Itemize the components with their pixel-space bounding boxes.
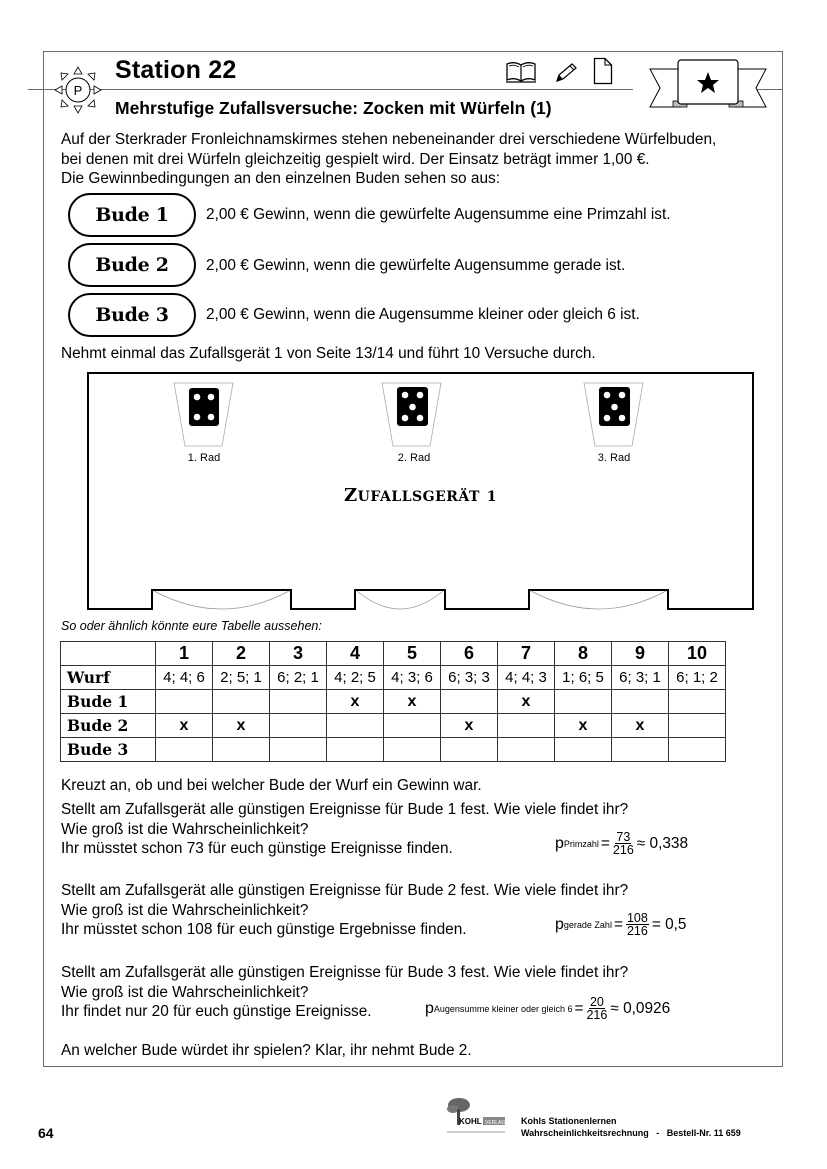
table-cell: [555, 738, 612, 762]
table-row-bude-3: [61, 738, 726, 762]
numerator: 20: [589, 995, 604, 1009]
denominator: 216: [586, 1008, 608, 1022]
table-cell: 6; 1; 2: [669, 666, 726, 690]
column-header: 4: [327, 642, 384, 666]
star-banner-icon: [648, 57, 768, 117]
row-header: Wurf: [61, 666, 156, 690]
column-header: 7: [498, 642, 555, 666]
table-cell: 4; 4; 3: [498, 666, 555, 690]
bude-2-label: Bude 2: [68, 243, 196, 287]
table-cell: [270, 714, 327, 738]
kohl-verlag-logo-icon: [445, 1097, 513, 1137]
footer-series: Kohls Stationenlernen: [521, 1116, 617, 1126]
bude-1-description: 2,00 € Gewinn, wenn die gewürfelte Augensumme eine Primzahl ist.: [206, 206, 671, 223]
table-cell: 2; 5; 1: [213, 666, 270, 690]
sun-badge-icon: [52, 64, 104, 116]
random-device: [87, 372, 754, 611]
column-header: 2: [213, 642, 270, 666]
device-title: [87, 485, 754, 506]
table-cell: 1; 6; 5: [555, 666, 612, 690]
table-header-row: [61, 642, 726, 666]
table-cell: [669, 714, 726, 738]
numerator: 108: [626, 911, 648, 925]
formula-result: 0,338: [649, 834, 689, 852]
table-cell: x: [156, 714, 213, 738]
conclusion-text: An welcher Bude würdet ihr spielen? Klar, ihr nehmt Bude 2.: [61, 1042, 472, 1059]
wheel-2-label: 2. Rad: [397, 452, 431, 464]
footer-order-number: Bestell-Nr. 11 659: [666, 1128, 741, 1138]
task-line: Wie groß ist die Wahrscheinlichkeit?: [61, 983, 309, 1001]
wheel-1-label: 1. Rad: [187, 452, 221, 464]
footer-info: [521, 1115, 741, 1139]
formula-subscript: Primzahl: [563, 838, 599, 849]
corner-cell: [61, 642, 156, 666]
formula-subscript: Augensumme kleiner oder gleich 6: [433, 1003, 573, 1014]
row-header: Bude 1: [61, 690, 156, 714]
mark-instruction: Kreuzt an, ob und bei welcher Bude der Wurf ein Gewinn war.: [61, 777, 482, 794]
row-header: Bude 2: [61, 714, 156, 738]
table-cell: [213, 690, 270, 714]
instruction-text: Nehmt einmal das Zufallsgerät 1 von Seite 13/14 und führt 10 Versuche durch.: [61, 345, 596, 362]
table-cell: [156, 738, 213, 762]
bude-3-description: 2,00 € Gewinn, wenn die Augensumme kleiner oder gleich 6 ist.: [206, 306, 640, 323]
fraction: [586, 996, 607, 1021]
task-line: Stellt am Zufallsgerät alle günstigen Ereignisse für Bude 3 fest. Wie viele findet ihr?: [61, 964, 629, 981]
column-header: 5: [384, 642, 441, 666]
table-cell: x: [612, 714, 669, 738]
fraction: [613, 831, 634, 856]
table-cell: x: [384, 690, 441, 714]
formula-p: p: [555, 834, 564, 852]
formula-relation: ≈: [636, 834, 646, 852]
table-cell: [669, 690, 726, 714]
footer-book: Wahrscheinlichkeitsrechnung: [521, 1128, 649, 1138]
svg-text:P: P: [73, 83, 83, 98]
bude-2-description: 2,00 € Gewinn, wenn die gewürfelte Augensumme gerade ist.: [206, 257, 626, 274]
task-line: Wie groß ist die Wahrscheinlichkeit?: [61, 901, 309, 919]
denominator: 216: [626, 924, 648, 938]
intro-paragraph: [61, 130, 716, 189]
table-row-bude-1: [61, 690, 726, 714]
row-header: Bude 3: [61, 738, 156, 762]
table-cell: 4; 4; 6: [156, 666, 213, 690]
formula-result: 0,0926: [623, 999, 671, 1017]
table-cell: x: [441, 714, 498, 738]
table-cell: x: [498, 690, 555, 714]
pencil-icon: [553, 61, 579, 83]
column-header: 6: [441, 642, 498, 666]
formula-bude-1: [555, 831, 688, 856]
column-header: 3: [270, 642, 327, 666]
table-cell: x: [213, 714, 270, 738]
bude-3-label: Bude 3: [68, 293, 196, 337]
wheel-2-die-5-icon: [381, 382, 443, 448]
column-header: 10: [669, 642, 726, 666]
table-cell: [498, 714, 555, 738]
table-row-wurf: [61, 666, 726, 690]
book-icon: [505, 60, 537, 84]
svg-text:KOHL: KOHL: [459, 1117, 482, 1126]
table-cell: [327, 714, 384, 738]
formula-result: 0,5: [665, 915, 687, 933]
task-line: Stellt am Zufallsgerät alle günstigen Ereignisse für Bude 2 fest. Wie viele findet ihr?: [61, 882, 629, 899]
table-cell: [669, 738, 726, 762]
formula-p: p: [555, 915, 564, 933]
table-cell: [270, 738, 327, 762]
footer-book-line: [521, 1127, 741, 1139]
formula-bude-2: [555, 912, 687, 937]
intro-line: Die Gewinnbedingungen an den einzelnen Buden sehen so aus:: [61, 170, 500, 187]
formula-eq: =: [600, 834, 610, 852]
results-table: [60, 641, 726, 762]
formula-relation: ≈: [610, 999, 619, 1017]
station-title: Station 22: [115, 56, 237, 84]
table-cell: [384, 738, 441, 762]
task-line: Ihr müsstet schon 108 für euch günstige Ergebnisse finden.: [61, 921, 467, 938]
fraction: [626, 912, 649, 937]
formula-p: p: [425, 999, 434, 1017]
table-cell: 6; 2; 1: [270, 666, 327, 690]
device-title-number: 1: [486, 489, 497, 505]
formula-subscript: gerade Zahl: [563, 919, 612, 930]
table-cell: [612, 738, 669, 762]
intro-line: bei denen mit drei Würfeln gleichzeitig gespielt wird. Der Einsatz beträgt immer 1,00 €.: [61, 150, 650, 168]
task-line: Ihr findet nur 20 für euch günstige Ereignisse.: [61, 1003, 372, 1020]
table-cell: 4; 2; 5: [327, 666, 384, 690]
wheel-1-die-4-icon: [173, 382, 235, 448]
table-cell: [498, 738, 555, 762]
page-number: 64: [38, 1125, 54, 1141]
table-cell: [441, 738, 498, 762]
column-header: 9: [612, 642, 669, 666]
header-divider: [28, 89, 633, 90]
intro-line: Auf der Sterkrader Fronleichnamskirmes stehen nebeneinander drei verschiedene Würfelbuden,: [61, 131, 717, 148]
table-cell: [612, 690, 669, 714]
table-cell: [384, 714, 441, 738]
table-cell: [441, 690, 498, 714]
formula-eq: =: [613, 915, 623, 933]
svg-text:VERLAG: VERLAG: [485, 1120, 506, 1126]
table-cell: [327, 738, 384, 762]
table-cell: 4; 3; 6: [384, 666, 441, 690]
table-cell: 6; 3; 1: [612, 666, 669, 690]
formula-bude-3: [425, 996, 670, 1021]
table-row-bude-2: [61, 714, 726, 738]
table-cell: x: [327, 690, 384, 714]
task-line: Ihr müsstet schon 73 für euch günstige Ereignisse finden.: [61, 840, 453, 857]
table-cell: [156, 690, 213, 714]
task-bude-1: [61, 800, 628, 859]
device-title-rest: UFALLSGERÄT: [357, 489, 480, 505]
wheel-3-die-5-icon: [583, 382, 645, 448]
column-header: 1: [156, 642, 213, 666]
table-cell: [555, 690, 612, 714]
table-caption: So oder ähnlich könnte eure Tabelle aussehen:: [61, 619, 322, 633]
table-cell: [213, 738, 270, 762]
document-icon: [593, 57, 613, 85]
formula-eq: =: [574, 999, 584, 1017]
task-line: Stellt am Zufallsgerät alle günstigen Ereignisse für Bude 1 fest. Wie viele findet ihr?: [61, 801, 629, 818]
numerator: 73: [616, 830, 631, 844]
task-line: Wie groß ist die Wahrscheinlichkeit?: [61, 820, 309, 838]
task-bude-2: [61, 881, 628, 940]
footer-separator: -: [656, 1128, 660, 1138]
table-cell: x: [555, 714, 612, 738]
denominator: 216: [612, 843, 634, 857]
wheel-3-label: 3. Rad: [597, 452, 631, 464]
bude-1-label: Bude 1: [68, 193, 196, 237]
table-cell: [270, 690, 327, 714]
table-cell: 6; 3; 3: [441, 666, 498, 690]
formula-relation: =: [651, 915, 661, 933]
device-title-cap: Z: [344, 485, 358, 506]
column-header: 8: [555, 642, 612, 666]
station-subtitle: Mehrstufige Zufallsversuche: Zocken mit Würfeln (1): [115, 98, 552, 118]
